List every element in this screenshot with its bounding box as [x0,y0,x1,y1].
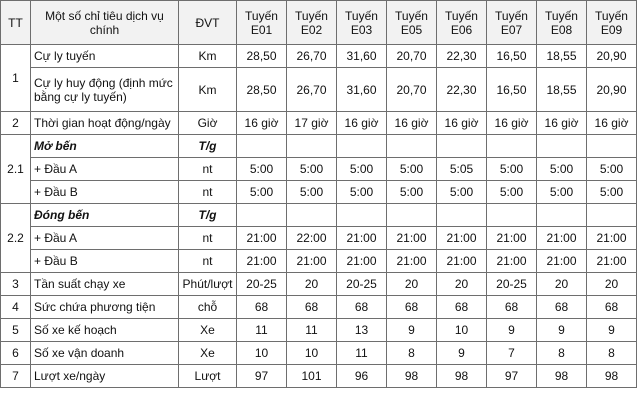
row-value: 5:00 [437,181,487,204]
row-value [237,204,287,227]
row-value: 20-25 [487,273,537,296]
row-number: 3 [1,273,31,296]
row-value: 21:00 [237,227,287,250]
row-unit: Km [179,45,237,68]
row-value: 98 [437,365,487,388]
row-label: Tần suất chạy xe [31,273,179,296]
row-unit: nt [179,227,237,250]
row-value: 8 [537,342,587,365]
table-row [1,204,637,227]
row-value: 68 [287,296,337,319]
row-value: 5:00 [337,158,387,181]
row-value: 20,90 [587,45,637,68]
row-value: 11 [287,319,337,342]
row-value: 68 [237,296,287,319]
header-route: Tuyến E08 [537,1,587,45]
row-value: 21:00 [387,250,437,273]
row-value: 20-25 [337,273,387,296]
row-value: 97 [487,365,537,388]
row-value: 13 [337,319,387,342]
row-value: 5:00 [237,181,287,204]
row-value: 16 giờ [387,112,437,135]
row-value: 22,30 [437,45,487,68]
row-value [437,135,487,158]
header-row [1,1,637,45]
row-value: 28,50 [237,68,287,112]
row-value: 20 [437,273,487,296]
row-value: 21:00 [337,250,387,273]
row-value: 68 [337,296,387,319]
row-value: 10 [287,342,337,365]
row-value [537,204,587,227]
header-route: Tuyến E06 [437,1,487,45]
row-value: 5:00 [587,181,637,204]
row-value: 68 [387,296,437,319]
row-label: Sức chứa phương tiện [31,296,179,319]
row-unit: Giờ [179,112,237,135]
row-value: 101 [287,365,337,388]
row-number: 5 [1,319,31,342]
row-value [487,135,537,158]
row-value: 9 [587,319,637,342]
row-number: 1 [1,45,31,112]
row-value: 8 [587,342,637,365]
row-label: + Đầu B [31,181,179,204]
header-unit: ĐVT [179,1,237,45]
row-value: 5:05 [437,158,487,181]
row-value: 5:00 [337,181,387,204]
header-route: Tuyến E03 [337,1,387,45]
row-value [387,135,437,158]
table-row [1,319,637,342]
row-value: 20 [537,273,587,296]
row-unit: T/g [179,135,237,158]
section-label: Mở bến [31,135,179,158]
row-label: Lượt xe/ngày [31,365,179,388]
header-route: Tuyến E05 [387,1,437,45]
row-value [537,135,587,158]
row-label: Thời gian hoạt động/ngày [31,112,179,135]
row-label: Số xe kế hoạch [31,319,179,342]
row-number: 7 [1,365,31,388]
row-unit: T/g [179,204,237,227]
row-value: 68 [437,296,487,319]
row-unit: nt [179,250,237,273]
row-number: 2.2 [1,204,31,273]
row-value: 98 [537,365,587,388]
row-value: 21:00 [487,250,537,273]
row-number: 2 [1,112,31,135]
row-value: 5:00 [387,181,437,204]
row-unit: chỗ [179,296,237,319]
row-value: 21:00 [487,227,537,250]
row-value: 21:00 [387,227,437,250]
row-value: 5:00 [487,158,537,181]
row-value: 9 [437,342,487,365]
row-value [387,204,437,227]
row-value: 18,55 [537,68,587,112]
row-value: 16 giờ [487,112,537,135]
row-unit: Lượt [179,365,237,388]
row-value: 98 [587,365,637,388]
row-value: 21:00 [287,250,337,273]
table-row [1,250,637,273]
row-value: 68 [487,296,537,319]
row-value: 21:00 [237,250,287,273]
row-value: 20,70 [387,45,437,68]
row-value: 7 [487,342,537,365]
row-value: 10 [437,319,487,342]
row-value: 9 [387,319,437,342]
row-value: 17 giờ [287,112,337,135]
row-value: 20 [387,273,437,296]
row-value: 5:00 [287,181,337,204]
row-value [437,204,487,227]
header-route: Tuyến E02 [287,1,337,45]
table-row [1,45,637,68]
row-unit: Xe [179,342,237,365]
row-value: 97 [237,365,287,388]
row-value [587,135,637,158]
row-number: 2.1 [1,135,31,204]
row-label: + Đầu A [31,158,179,181]
row-value: 22,30 [437,68,487,112]
row-label: + Đầu B [31,250,179,273]
header-indicator: Một số chỉ tiêu dịch vụ chính [31,1,179,45]
row-value: 31,60 [337,68,387,112]
row-value: 5:00 [287,158,337,181]
row-value: 21:00 [437,227,487,250]
row-value: 28,50 [237,45,287,68]
row-value: 21:00 [587,227,637,250]
row-value: 5:00 [537,181,587,204]
row-value: 16,50 [487,45,537,68]
row-value: 5:00 [387,158,437,181]
header-route: Tuyến E07 [487,1,537,45]
row-value: 26,70 [287,68,337,112]
row-value: 18,55 [537,45,587,68]
row-unit: nt [179,158,237,181]
header-route: Tuyến E01 [237,1,287,45]
table-row [1,181,637,204]
row-label: Cự ly tuyến [31,45,179,68]
row-value [487,204,537,227]
row-value: 5:00 [537,158,587,181]
table-row [1,227,637,250]
row-number: 6 [1,342,31,365]
row-value: 21:00 [537,227,587,250]
row-value [287,204,337,227]
table-row [1,296,637,319]
row-number: 4 [1,296,31,319]
row-value [337,135,387,158]
row-value [587,204,637,227]
row-value: 31,60 [337,45,387,68]
table-row [1,273,637,296]
row-value: 21:00 [587,250,637,273]
row-value: 16 giờ [337,112,387,135]
row-label: Số xe vận doanh [31,342,179,365]
row-value: 20 [587,273,637,296]
row-value: 9 [487,319,537,342]
row-value: 20,70 [387,68,437,112]
row-label: + Đầu A [31,227,179,250]
row-value [287,135,337,158]
table-row [1,135,637,158]
row-value: 16 giờ [237,112,287,135]
row-value: 21:00 [437,250,487,273]
row-value [337,204,387,227]
row-value: 16,50 [487,68,537,112]
row-unit: nt [179,181,237,204]
table-row [1,68,637,112]
row-value: 98 [387,365,437,388]
row-value: 16 giờ [437,112,487,135]
row-value: 5:00 [587,158,637,181]
row-value: 68 [587,296,637,319]
header-tt: TT [1,1,31,45]
row-unit: Km [179,68,237,112]
row-value: 9 [537,319,587,342]
section-label: Đóng bến [31,204,179,227]
row-value: 22:00 [287,227,337,250]
row-value: 21:00 [337,227,387,250]
table-row [1,365,637,388]
row-value: 96 [337,365,387,388]
row-unit: Xe [179,319,237,342]
row-value [237,135,287,158]
row-value: 68 [537,296,587,319]
row-value: 20,90 [587,68,637,112]
table-row [1,342,637,365]
row-value: 20-25 [237,273,287,296]
row-value: 5:00 [487,181,537,204]
row-value: 5:00 [237,158,287,181]
row-value: 11 [237,319,287,342]
row-value: 11 [337,342,387,365]
header-route: Tuyến E09 [587,1,637,45]
table-row [1,158,637,181]
row-value: 26,70 [287,45,337,68]
row-unit: Phút/lượt [179,273,237,296]
row-label: Cự ly huy động (định mức bằng cự ly tuyến) [31,68,179,112]
table-row [1,112,637,135]
row-value: 20 [287,273,337,296]
row-value: 21:00 [537,250,587,273]
row-value: 8 [387,342,437,365]
row-value: 16 giờ [537,112,587,135]
row-value: 10 [237,342,287,365]
row-value: 16 giờ [587,112,637,135]
